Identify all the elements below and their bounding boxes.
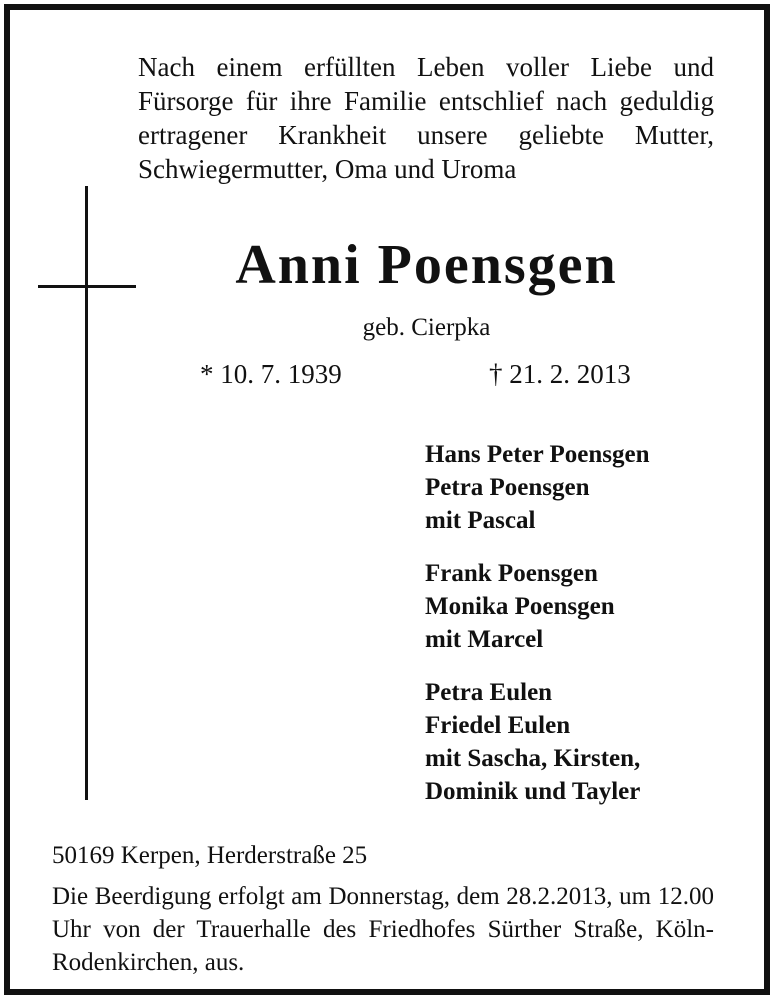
maiden-name: geb. Cierpka — [362, 314, 491, 341]
mourner-line: mit Marcel — [425, 626, 544, 653]
deceased-name: Anni Poensgen — [235, 234, 618, 296]
mourner-line: Monika Poensgen — [425, 593, 615, 620]
mourner-line: Friedel Eulen — [425, 712, 571, 739]
funeral-info: Die Beerdigung erfolgt am Donnerstag, dem 28.2.2013, um 12.00 Uhr von der Trauerhalle des Friedhofes Sürther Straße, Köln-Rodenkirchen, aus. — [52, 883, 714, 976]
mourner-line: Frank Poensgen — [425, 560, 598, 587]
mourner-group — [425, 676, 640, 808]
mourner-line: mit Pascal — [425, 507, 536, 534]
birth-date: * 10. 7. 1939 — [200, 359, 342, 389]
address: 50169 Kerpen, Herderstraße 25 — [52, 842, 368, 869]
mourner-line: Petra Poensgen — [425, 474, 590, 501]
death-date: † 21. 2. 2013 — [489, 359, 631, 389]
mourner-group — [425, 557, 615, 656]
mourner-line: mit Sascha, Kirsten, — [425, 745, 641, 772]
mourner-group — [425, 438, 650, 537]
intro-text: Nach einem erfüllten Leben voller Liebe und Fürsorge für ihre Familie entschlief nach geduldig ertragener Krankheit unsere geliebte Mutter, Schwiegermutter, Oma und Uroma — [138, 52, 714, 184]
mourner-line: Hans Peter Poensgen — [425, 441, 650, 468]
mourner-line: Dominik und Tayler — [425, 778, 641, 805]
mourner-line: Petra Eulen — [425, 679, 553, 706]
